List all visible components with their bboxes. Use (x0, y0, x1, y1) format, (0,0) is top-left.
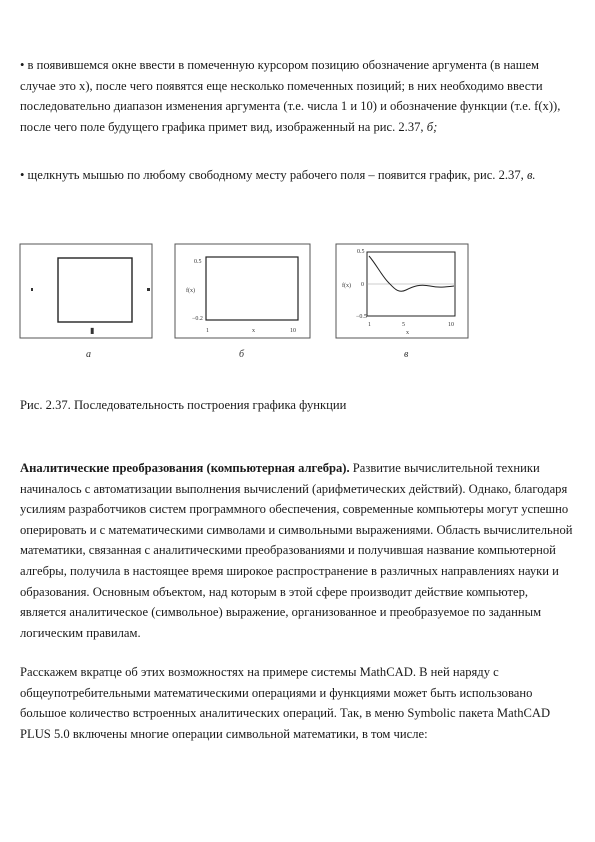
panel-c-x-right: 10 (448, 322, 454, 328)
paragraph-mathcad: Расскажем вкратце об этих возможностях на примере системы MathCAD. В ней наряду с общеупотребительными математическими операциями и функциями может быть использовано большое количество встроенных аналитических операций. Так, в меню Symbolic пакета MathCAD PLUS 5.0 включены многие операции символьной математики, в том числе: (20, 665, 551, 741)
panel-c-x-name: x (406, 330, 409, 336)
panel-c-label: в (404, 349, 409, 360)
panel-c-x-left: 1 (368, 322, 371, 328)
panel-b-y-bottom: −0.2 (192, 316, 203, 322)
figure-2-37 (20, 242, 575, 372)
panel-c-y-bottom: −0.5 (356, 314, 367, 320)
panel-c-curve (369, 256, 454, 291)
panel-a-label: а (86, 349, 91, 360)
panel-c-y-mid: 0 (361, 282, 364, 288)
panel-a-x-marker: ▮ (90, 326, 95, 335)
panel-b-y-top: 0.5 (194, 259, 202, 265)
panel-b-label: б (239, 349, 245, 360)
panel-a-frame (20, 244, 152, 338)
panel-b-x-right: 10 (290, 328, 296, 334)
paragraph-text: Развитие вычислительной техники начиналось с автоматизации выполнения вычислений (арифметических действий). Однако, благодаря усилиям разработчиков систем программного обеспечения, современные компьютеры могут успешно оперировать и с математическими символами и символьными выражениями. Область вычислительной математики, связанная с аналитическими преобразованиями и получившая название компьютерной алгебры, получила в настоящее время широкое распространение в различных направлениях науки и образования. Основным объектом, над которым в этой сфере производит действие компьютер, является аналитическое (символьное) выражение, организованное и преобразуемое по заданным логическим правилам. (20, 461, 573, 640)
paragraph-computer-algebra (20, 458, 575, 643)
figure-caption: Рис. 2.37. Последовательность построения графика функции (20, 398, 347, 412)
panel-b-x-name: x (252, 328, 255, 334)
figure-ref-c: в. (526, 168, 536, 182)
panel-c-y-top: 0.5 (357, 249, 365, 255)
paragraph-text: • щелкнуть мышью по любому свободному месту рабочего поля – появится график, рис. 2.37, (20, 168, 524, 182)
figure-ref-b: б; (426, 119, 438, 134)
panel-b-y-name: f(x) (186, 288, 195, 294)
figure-panels (20, 242, 575, 372)
paragraph-step-click-field (20, 165, 575, 186)
panel-c-x-mid: 5 (402, 322, 405, 328)
section-heading: Аналитические преобразования (компьютерная алгебра). (20, 461, 350, 475)
paragraph-step-enter-argument (20, 55, 575, 137)
paragraph-text: • в появившемся окне ввести в помеченную курсором позицию обозначение аргумента (в нашем случае это х), после чего появятся еще несколько помеченных позиций; в них необходимо ввести последовательно диапазон изменения аргумента (т.е. числа 1 и 10) и обозначение функции (т.е. f(x)), после чего поле будущего графика примет вид, изображенный на рис. 2.37, (20, 58, 561, 134)
panel-c-y-name: f(x) (342, 283, 351, 289)
panel-b-x-left: 1 (206, 328, 209, 334)
